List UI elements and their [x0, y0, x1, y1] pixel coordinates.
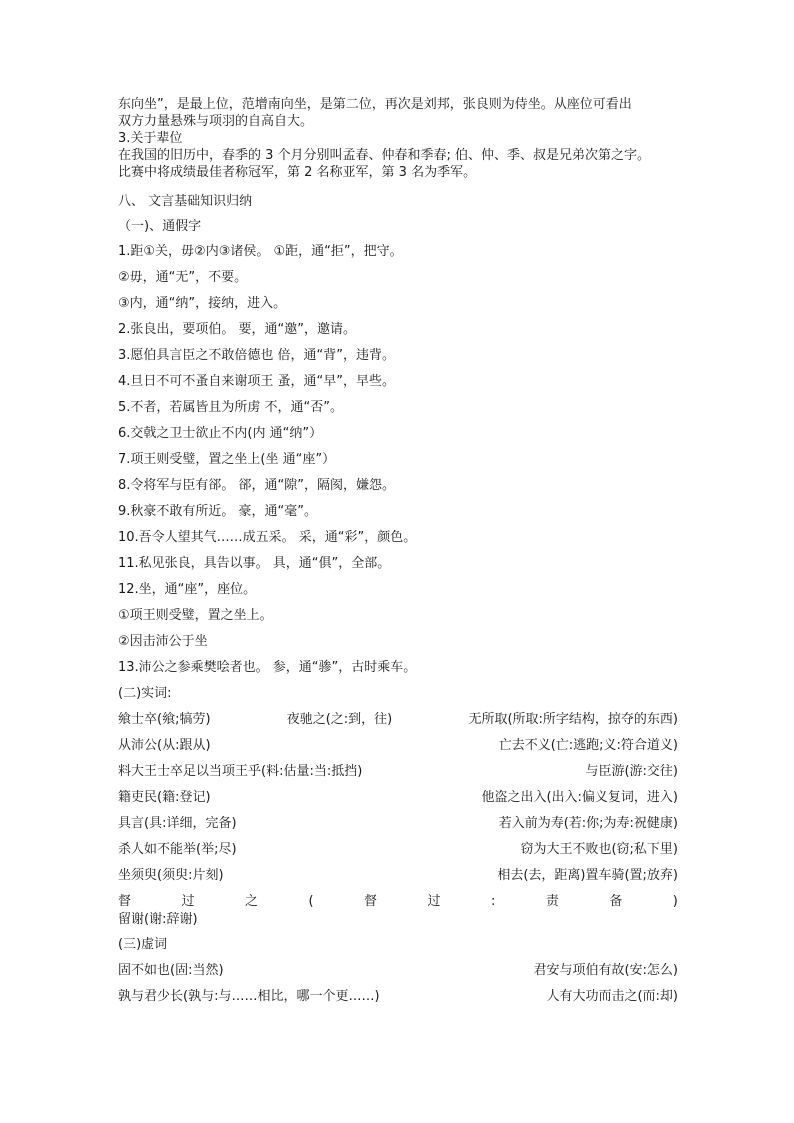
shici-justified-line: 督 过 之 ( 督 过 : 责 备 ) [118, 894, 678, 909]
shici-row [118, 707, 678, 733]
heading-tongjiazi: （一)、通假字 [118, 219, 202, 234]
list-item: 3.愿伯具言臣之不敢倍德也 倍，通“背”，违背。 [118, 348, 396, 363]
intro-line-2: 双方力量悬殊与项羽的自高自大。 [118, 114, 314, 129]
list-item: ③内，通“纳”，接纳，进入。 [118, 296, 287, 311]
intro-line-1: 东向坐”，是最上位，范增南向坐，是第二位，再次是刘邦，张良则为侍坐。从座位可看出 [118, 97, 632, 112]
shici-table [118, 707, 678, 928]
list-item: 5.不者，若属皆且为所虏 不，通“否”。 [118, 400, 344, 415]
list-item: 13.沛公之参乘樊哙者也。 参，通“骖”，古时乘车。 [118, 660, 417, 675]
document-page [118, 96, 678, 1010]
list-item: 11.私见张良，具告以事。 具，通“俱”，全部。 [118, 556, 391, 571]
shici-row [118, 863, 678, 889]
shici-entry: 具言(具:详细，完备) [118, 816, 237, 831]
shici-row [118, 837, 678, 863]
subheading-beiwei: 3.关于辈位 [118, 131, 183, 146]
shici-entry: 籍吏民(籍:登记) [118, 790, 211, 805]
list-item: 9.秋豪不敢有所近。 豪，通“毫”。 [118, 504, 318, 519]
heading-shici: (二)实词: [118, 686, 172, 701]
xuci-row [118, 984, 678, 1010]
list-item: 6.交戟之卫士欲止不内(内 通“纳”） [118, 426, 323, 441]
xuci-entry: 君安与项伯有故(安:怎么) [533, 963, 678, 978]
shici-entry: 飨士卒(飨;犒劳) [118, 712, 211, 727]
list-item: 12.坐，通“座”，座位。 [118, 582, 257, 597]
xuci-entry: 孰与君少长(孰与:与……相比，哪一个更……) [118, 989, 380, 1004]
list-item: ①项王则受璧，置之坐上。 [118, 608, 273, 623]
shici-entry: 留谢(谢:辞谢) [118, 912, 198, 927]
shici-row [118, 759, 678, 785]
list-item: 2.张良出，要项伯。 要，通“邀”，邀请。 [118, 322, 357, 337]
list-item: 4.旦日不可不蚤自来谢项王 蚤，通“早”，早些。 [118, 374, 396, 389]
list-item: 7.项王则受璧，置之坐上(坐 通“座”） [118, 452, 336, 467]
shici-entry: 料大王士卒足以当项王乎(料:估量:当:抵挡) [118, 764, 363, 779]
shici-entry: 夜驰之(之:到，往) [286, 712, 393, 727]
shici-entry: 坐须臾(须臾:片刻) [118, 868, 224, 883]
shici-entry: 杀人如不能举(举;尽) [118, 842, 237, 857]
shici-row [118, 785, 678, 811]
shici-entry: 无所取(所取:所字结构，掠夺的东西) [468, 712, 678, 727]
xuci-row [118, 958, 678, 984]
xuci-entry: 人有大功而击之(而:却) [546, 989, 678, 1004]
heading-xuci: (三)虚词 [118, 937, 168, 952]
shici-entry: 亡去不义(亡:逃跑;义:符合道义) [498, 738, 678, 753]
shici-row [118, 811, 678, 837]
intro-line-5: 比赛中将成绩最佳者称冠军，第 2 名称亚军，第 3 名为季军。 [118, 165, 477, 180]
shici-entry: 窃为大王不败也(窃;私下里) [520, 842, 678, 857]
xuci-entry: 固不如也(固:当然) [118, 963, 224, 978]
shici-entry: 他盗之出入(出入:偏义复词，进入) [481, 790, 678, 805]
list-item: 1.距①关，毋②内③诸侯。 ①距，通“拒”，把守。 [118, 244, 403, 259]
shici-entry: 若入前为寿(若:你;为寿:祝健康) [498, 816, 678, 831]
shici-entry: 与臣游(游:交往) [585, 764, 678, 779]
shici-row [118, 733, 678, 759]
list-item: ②毋，通“无”，不要。 [118, 270, 248, 285]
shici-entry: 相去(去，距离)置车骑(置;放弃) [497, 868, 678, 883]
tongjiazi-list [118, 239, 678, 681]
list-item: ②因击沛公于坐 [118, 634, 208, 649]
intro-line-4: 在我国的旧历中，春季的 3 个月分别叫孟春、仲春和季春; 伯、仲、季、叔是兄弟次第之字。 [118, 148, 651, 163]
list-item: 10.吾令人望其气……成五采。 采，通“彩”，颜色。 [118, 530, 417, 545]
list-item: 8.令将军与臣有郤。 郤，通“隙”，隔阂，嫌怨。 [118, 478, 396, 493]
shici-entry: 从沛公(从:跟从) [118, 738, 211, 753]
section-heading-8: 八、 文言基础知识归纳 [118, 194, 253, 209]
xuci-table [118, 958, 678, 1010]
